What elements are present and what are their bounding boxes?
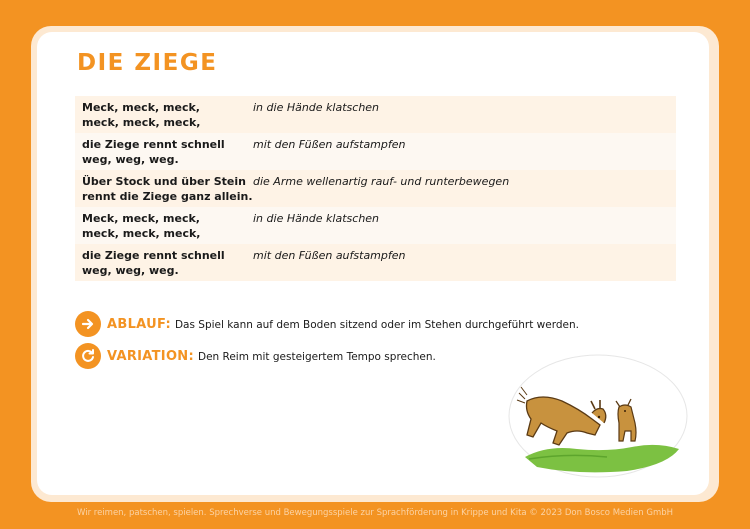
verse-line: Über Stock und über Stein [82, 175, 246, 188]
table-row [75, 244, 676, 281]
ablauf-section [75, 311, 579, 337]
verse-table [75, 96, 676, 281]
page-title: DIE ZIEGE [77, 50, 218, 76]
verse-cell [75, 137, 251, 170]
variation-label: VARIATION: [107, 348, 194, 364]
verse-line: meck, meck, meck, [82, 227, 201, 240]
table-row [75, 170, 676, 207]
goat-illustration [507, 353, 689, 479]
table-row [75, 96, 676, 133]
verse-line: weg, weg, weg. [82, 153, 179, 166]
verse-line: Meck, meck, meck, [82, 212, 200, 225]
variation-text: Den Reim mit gesteigertem Tempo sprechen. [197, 351, 436, 363]
refresh-icon [75, 343, 101, 369]
variation-section [75, 343, 436, 369]
verse-cell [75, 174, 251, 207]
verse-line: rennt die Ziege ganz allein. [82, 190, 253, 203]
action-cell: mit den Füßen aufstampfen [253, 249, 406, 262]
ablauf-label: ABLAUF: [107, 316, 171, 332]
action-cell: in die Hände klatschen [253, 101, 380, 114]
table-row [75, 133, 676, 170]
verse-line: die Ziege rennt schnell [82, 249, 225, 262]
verse-cell [75, 211, 251, 244]
ablauf-text: Das Spiel kann auf dem Boden sitzend oder im Stehen durchgeführt werden. [174, 319, 579, 331]
action-cell: mit den Füßen aufstampfen [253, 138, 406, 151]
verse-line: weg, weg, weg. [82, 264, 179, 277]
verse-line: Meck, meck, meck, [82, 101, 200, 114]
action-cell: die Arme wellenartig rauf- und runterbewegen [253, 175, 510, 188]
verse-cell [75, 100, 251, 133]
footer-copyright: Wir reimen, patschen, spielen. Sprechverse und Bewegungsspiele zur Sprachförderung in Krippe und Kita © 2023 Don Bosco Medien GmbH [76, 508, 674, 518]
verse-cell [75, 248, 251, 281]
table-row [75, 207, 676, 244]
action-cell: in die Hände klatschen [253, 212, 380, 225]
verse-line: die Ziege rennt schnell [82, 138, 225, 151]
verse-line: meck, meck, meck, [82, 116, 201, 129]
arrow-right-icon [75, 311, 101, 337]
